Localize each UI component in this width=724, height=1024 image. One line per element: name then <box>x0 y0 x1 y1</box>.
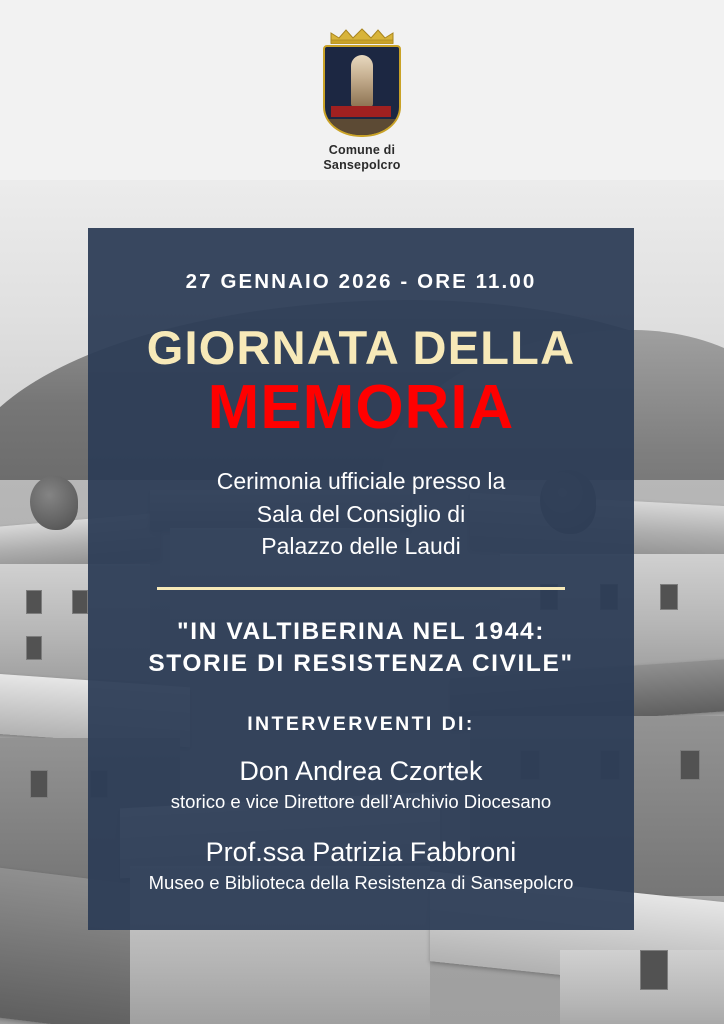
ceremony-info <box>112 465 610 563</box>
photo-window <box>26 636 42 660</box>
photo-window <box>640 950 668 990</box>
shield-band <box>331 106 391 117</box>
divider <box>157 587 565 590</box>
crest-caption-line-2: Sansepolcro <box>323 157 401 172</box>
photo-window <box>72 590 88 614</box>
photo-window <box>30 770 48 798</box>
crest-caption <box>0 143 724 173</box>
speaker-2-name: Prof.ssa Patrizia Fabbroni <box>205 837 517 868</box>
speaker-2-role: Museo e Biblioteca della Resistenza di Sansepolcro <box>148 872 574 894</box>
shield-figure <box>351 55 373 107</box>
shield-icon <box>323 45 401 137</box>
event-date: 27 GENNAIO 2026 - ORE 11.00 <box>185 270 537 293</box>
ceremony-line-3: Palazzo delle Laudi <box>261 533 461 560</box>
ceremony-line-2: Sala del Consiglio di <box>256 500 466 527</box>
speakers-label: INTERVERVENTI DI: <box>247 712 475 735</box>
speaker-1-role: storico e vice Direttore dell’Archivio Diocesano <box>170 790 552 812</box>
photo-window <box>660 584 678 610</box>
title-line-1: GIORNATA DELLA <box>146 321 576 374</box>
photo-tree <box>30 476 78 530</box>
photo-window <box>26 590 42 614</box>
crest-caption-line-1: Comune di <box>328 143 396 157</box>
subject-line-2: STORIE DI RESISTENZA CIVILE" <box>148 650 574 678</box>
shield-ground <box>325 119 399 135</box>
content-panel <box>88 228 634 930</box>
subject-line-1: "IN VALTIBERINA NEL 1944: <box>177 618 545 646</box>
municipal-crest <box>0 28 724 173</box>
photo-window <box>680 750 700 780</box>
crown-icon <box>329 28 395 44</box>
title-line-2: MEMORIA <box>207 372 515 442</box>
event-subject <box>112 616 610 681</box>
speaker-1-name: Don Andrea Czortek <box>239 755 483 786</box>
ceremony-line-1: Cerimonia ufficiale presso la <box>216 468 506 495</box>
